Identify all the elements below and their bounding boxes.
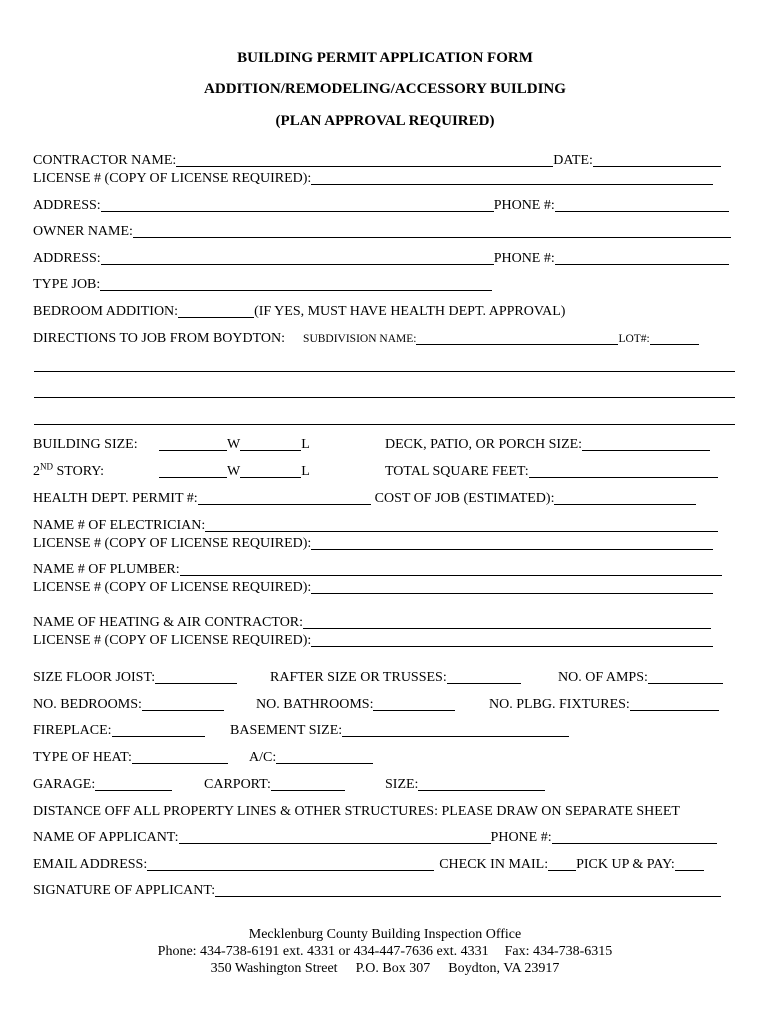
electrician-license-row [33,536,713,552]
amps-label: NO. OF AMPS: [558,670,648,685]
owner-address-field[interactable] [101,251,494,265]
bedroom-addition-field[interactable] [178,304,254,318]
electrician-row [33,518,718,534]
pick-up-pay-field[interactable] [675,857,704,871]
garage-field[interactable] [95,777,172,791]
plumber-row [33,562,722,578]
rafter-field[interactable] [447,670,521,684]
deck-size-field[interactable] [582,437,710,451]
email-label: EMAIL ADDRESS: [33,857,148,872]
contractor-row [33,153,721,169]
footer-po-box: P.O. Box 307 [355,961,431,976]
hvac-label: NAME OF HEATING & AIR CONTRACTOR: [33,615,304,630]
size-row [385,777,545,793]
fireplace-row [33,723,205,739]
signature-field[interactable] [215,883,721,897]
contractor-license-row [33,171,713,187]
building-width-field[interactable] [159,437,227,451]
health-permit-field[interactable] [198,491,371,505]
owner-name-row [33,224,731,240]
type-heat-row [33,750,228,766]
bedroom-addition-row [33,304,565,320]
hvac-license-row [33,633,713,649]
applicant-name-label: NAME OF APPLICANT: [33,830,179,845]
second-story-row [33,461,310,480]
deck-size-row [385,437,710,453]
type-heat-field[interactable] [132,750,228,764]
form-subtitle: ADDITION/REMODELING/ACCESSORY BUILDING [204,81,566,97]
plan-approval-note: (PLAN APPROVAL REQUIRED) [275,113,495,129]
basement-row [230,723,569,739]
type-job-label: TYPE JOB: [33,277,101,292]
subdivision-name-field[interactable] [416,333,618,345]
carport-row [204,777,345,793]
second-story-width-field[interactable] [159,464,227,478]
total-sq-ft-label: TOTAL SQUARE FEET: [385,464,529,479]
plumber-field[interactable] [180,562,722,576]
bathrooms-label: NO. BATHROOMS: [256,697,374,712]
ac-label: A/C: [249,750,277,765]
contractor-name-field[interactable] [176,153,553,167]
electrician-license-field[interactable] [311,536,713,550]
fireplace-label: FIREPLACE: [33,723,112,738]
size-label: SIZE: [385,777,419,792]
cost-of-job-field[interactable] [554,491,696,505]
phone-label: PHONE #: [493,198,555,213]
footer-fax: Fax: 434-738-6315 [504,944,613,959]
floor-joist-label: SIZE FLOOR JOIST: [33,670,156,685]
contractor-address-field[interactable] [101,198,494,212]
signature-row [33,883,721,899]
contractor-address-row [33,198,729,214]
date-label: DATE: [553,153,593,168]
electrician-field[interactable] [205,518,718,532]
check-in-mail-field[interactable] [548,857,576,871]
applicant-phone-field[interactable] [552,830,717,844]
total-sq-ft-field[interactable] [529,464,718,478]
amps-field[interactable] [648,670,723,684]
type-heat-label: TYPE OF HEAT: [33,750,132,765]
bathrooms-row [256,697,455,713]
lot-label: LOT#: [618,333,650,345]
directions-label: DIRECTIONS TO JOB FROM BOYDTON: [33,331,286,346]
bedrooms-label: NO. BEDROOMS: [33,697,142,712]
basement-label: BASEMENT SIZE: [230,723,343,738]
footer-contact [0,943,770,960]
health-permit-label: HEALTH DEPT. PERMIT #: [33,491,198,506]
hvac-field[interactable] [303,615,711,629]
width-unit: W [227,464,241,479]
total-sq-ft-row [385,464,718,480]
phone-label: PHONE #: [490,830,552,845]
address-label: ADDRESS: [33,198,101,213]
applicant-name-row [33,830,717,846]
distance-note: DISTANCE OFF ALL PROPERTY LINES & OTHER STRUCTURES: PLEASE DRAW ON SEPARATE SHEET [33,804,680,819]
directions-line-2[interactable] [34,397,735,398]
type-job-row [33,277,492,293]
ac-field[interactable] [276,750,373,764]
directions-row [33,331,699,347]
plumber-license-field[interactable] [311,580,713,594]
length-unit: L [301,437,310,452]
second-story-length-field[interactable] [240,464,301,478]
bedroom-addition-label: BEDROOM ADDITION: [33,304,179,319]
owner-name-field[interactable] [133,224,731,238]
plbg-fixtures-row [489,697,719,713]
carport-field[interactable] [271,777,345,791]
electrician-license-label: LICENSE # (COPY OF LICENSE REQUIRED): [33,536,312,551]
electrician-label: NAME # OF ELECTRICIAN: [33,518,206,533]
address-label: ADDRESS: [33,251,101,266]
signature-label: SIGNATURE OF APPLICANT: [33,883,216,898]
building-size-label: BUILDING SIZE: [33,437,138,452]
footer-office: Mecklenburg County Building Inspection Office [248,927,522,942]
owner-address-row [33,251,729,267]
carport-label: CARPORT: [204,777,271,792]
bedrooms-field[interactable] [142,697,224,711]
hvac-license-field[interactable] [311,633,713,647]
length-unit: L [301,464,310,479]
footer-city: Boydton, VA 23917 [448,961,560,976]
bedrooms-row [33,697,224,713]
footer-address [0,960,770,977]
plumber-license-label: LICENSE # (COPY OF LICENSE REQUIRED): [33,580,312,595]
plumber-label: NAME # OF PLUMBER: [33,562,180,577]
pick-up-pay-label: PICK UP & PAY: [576,857,675,872]
contractor-license-label: LICENSE # (COPY OF LICENSE REQUIRED): [33,171,312,186]
basement-field[interactable] [342,723,569,737]
plumber-license-row [33,580,713,596]
type-job-field[interactable] [100,277,492,291]
fireplace-field[interactable] [112,723,205,737]
garage-label: GARAGE: [33,777,96,792]
floor-joist-field[interactable] [155,670,237,684]
owner-name-label: OWNER NAME: [33,224,133,239]
cost-of-job-label: COST OF JOB (ESTIMATED): [374,491,555,506]
floor-joist-row [33,670,237,686]
contractor-license-field[interactable] [311,171,713,185]
distance-note-row [33,804,680,820]
size-field[interactable] [418,777,545,791]
applicant-name-field[interactable] [179,830,491,844]
contractor-name-label: CONTRACTOR NAME: [33,153,177,168]
bathrooms-field[interactable] [373,697,455,711]
owner-phone-field[interactable] [555,251,729,265]
rafter-label: RAFTER SIZE OR TRUSSES: [270,670,447,685]
building-size-row [33,437,310,453]
ac-row [249,750,373,766]
lot-field[interactable] [650,333,699,345]
date-field[interactable] [593,153,721,167]
health-approval-note: (IF YES, MUST HAVE HEALTH DEPT. APPROVAL) [254,304,566,319]
second-story-label: 2ND STORY: [33,461,104,479]
check-in-mail-label: CHECK IN MAIL: [439,857,549,872]
subdivision-name-label: SUBDIVISION NAME: [303,333,417,345]
hvac-row [33,615,711,631]
email-field[interactable] [147,857,434,871]
directions-line-3[interactable] [34,424,735,425]
footer-street: 350 Washington Street [210,961,338,976]
directions-line-1[interactable] [34,371,735,372]
contractor-phone-field[interactable] [555,198,729,212]
garage-row [33,777,172,793]
footer-phone: Phone: 434-738-6191 ext. 4331 or 434-447-7636 ext. 4331 [157,944,489,959]
health-permit-row [33,491,696,507]
email-row [33,857,704,873]
width-unit: W [227,437,241,452]
building-length-field[interactable] [240,437,301,451]
hvac-license-label: LICENSE # (COPY OF LICENSE REQUIRED): [33,633,312,648]
amps-row [558,670,723,686]
phone-label: PHONE #: [493,251,555,266]
plbg-fixtures-label: NO. PLBG. FIXTURES: [489,697,630,712]
rafter-row [270,670,521,686]
deck-size-label: DECK, PATIO, OR PORCH SIZE: [385,437,583,452]
plbg-fixtures-field[interactable] [630,697,719,711]
form-title: BUILDING PERMIT APPLICATION FORM [237,50,533,66]
